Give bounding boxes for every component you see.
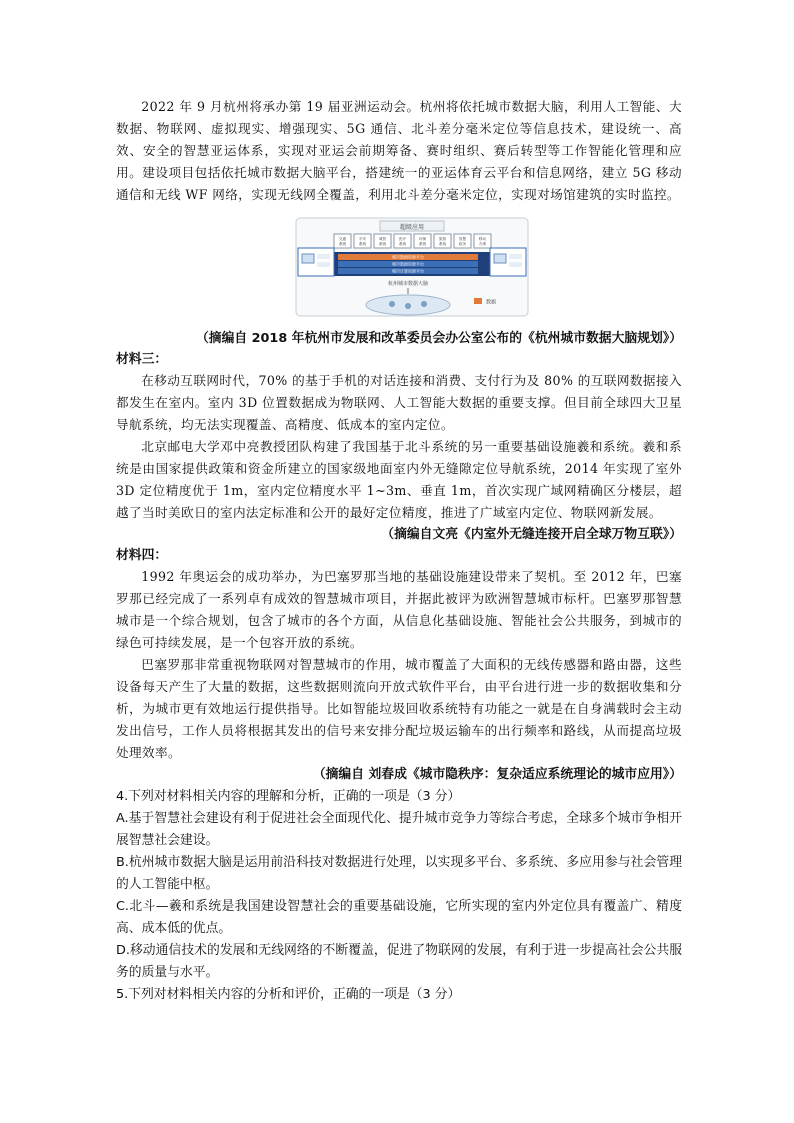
app-box-label: 移动: [478, 237, 487, 241]
question-4-option-c: C.北斗—羲和系统是我国建设智慧社会的重要基础设施，它所实现的室内外定位具有覆盖广、精度高、成本低的优点。: [116, 899, 682, 936]
right-device-icon: [494, 254, 506, 263]
app-box-label-2: 系统: [398, 242, 407, 246]
question-4-option-a: A.基于智慧社会建设有利于促进社会全面现代化、提升城市竞争力等综合考虑，全球多个城市争相开展智慧社会建设。: [116, 811, 682, 848]
app-box-label-2: 系统: [418, 242, 427, 246]
architecture-figure: [116, 214, 682, 322]
legend-label: 数据: [486, 299, 497, 306]
question-4-option-d: D.移动通信技术的发展和无线网络的不断覆盖，促进了物联网的发展，有利于进一步提高社会公共服务的质量与水平。: [116, 943, 682, 980]
source-2: （摘编自 2018 年杭州市发展和改革委员会办公室公布的《杭州城市数据大脑规划》）: [195, 331, 682, 346]
cloud-node-b: [405, 303, 411, 309]
material-3-paragraph-1: 在移动互联网时代，70% 的基于手机的对话连接和消费、支付行为及 80% 的互联网数据接入都发生在室内。室内 3D 位置数据成为物联网、人工智能大数据的重要支撑。但目前全球四大卫星导航系统，均无法实现覆盖、高精度、低成本的室内定位。: [116, 373, 682, 432]
left-device-icon: [302, 254, 314, 263]
app-box-label: 智慧: [458, 237, 467, 241]
legend-swatch: [474, 298, 482, 304]
platform-bar-label: 城市计算资源平台: [392, 268, 424, 274]
app-box-label-2: 政务: [458, 242, 467, 246]
material-3-paragraph-2: 北京邮电大学邓中亮教授团队构建了我国基于北斗系统的另一重要基础设施羲和系统。羲和系统是由国家提供政策和资金所建立的国家级地面室内外无缝隙定位导航系统，2014 年实现了室外 3D 定位精度优于 1m，室内定位精度水平 1~3m、垂直 1m，首次实现广域网精确区分楼层，超越了当时美欧日的室内法定标准和公开的最好定位精度，推进了广域室内定位、物联网新发展。: [116, 439, 682, 520]
question-5: 5.下列对材料相关内容的分析和评价，正确的一项是（3 分）: [116, 987, 461, 1002]
app-box-label: 交通: [338, 237, 347, 241]
material-4-source: （摘编自 刘春成《城市隐秩序：复杂适应系统理论的城市应用》）: [312, 767, 682, 782]
platform-bar-label: 城市数据资源平台: [392, 261, 424, 267]
app-box-label: 医疗: [398, 237, 407, 241]
top-label: 超级应用: [399, 224, 425, 231]
app-box-label: 平安: [358, 237, 367, 241]
app-box-label: 环保: [418, 237, 427, 241]
app-box-label-2: 系统: [378, 242, 387, 246]
material-4-paragraph-2: 巴塞罗那非常重视物联网对智慧城市的作用，城市覆盖了大面积的无线传感器和路由器，这些设备每天产生了大量的数据，这些数据则流向开放式软件平台，由平台进行进一步的数据收集和分析，为城市更有效地运行提供指导。比如智能垃圾回收系统特有功能之一就是在自身满载时会主动发出信号，工作人员将根据其发出的信号来安排分配垃圾运输车的出行频率和路线，从而提高垃圾处理效率。: [116, 657, 682, 760]
cloud-node-c: [421, 301, 427, 307]
cloud-node-a: [389, 301, 395, 307]
app-box-label: 城管: [378, 237, 387, 241]
left-device-text-b: [317, 262, 330, 267]
document-page: [116, 96, 682, 1006]
intro-paragraph: 2022 年 9 月杭州将承办第 19 届亚洲运动会。杭州将依托城市数据大脑，利用人工智能、大数据、物联网、虚拟现实、增强现实、5G 通信、北斗差分毫米定位等信息技术，建设统一、高效、安全的智慧亚运体系，实现对亚运会前期筹备、赛时组织、赛后转型等工作智能化管理和应用。建设项目包括依托城市数据大脑平台，搭建统一的亚运体育云平台和信息网络，建立 5G 移动通信和无线 WF 网络，实现无线网全覆盖，利用北斗差分毫米定位，实现对场馆建筑的实时监控。: [116, 99, 682, 202]
material-4-heading: 材料四：: [116, 548, 168, 563]
left-device-text-a: [317, 254, 330, 259]
material-4-paragraph-1: 1992 年奥运会的成功举办，为巴塞罗那当地的基础设施建设带来了契机。至 2012 年，巴塞罗那已经完成了一系列卓有成效的智慧城市项目，并据此被评为欧洲智慧城市标杆。巴塞罗那智慧城市是一个综合规划，包含了城市的各个方面，从信息化基础设施、智能社会公共服务，到城市的绿色可持续发展，是一个包容开放的系统。: [116, 569, 682, 650]
material-3-source: （摘编自文亮《内室外无缝连接开启全球万物互联》）: [381, 527, 682, 542]
app-box-label-2: 办事: [478, 242, 487, 246]
app-box-label: 旅游: [438, 237, 447, 241]
right-device-text-b: [509, 262, 522, 267]
question-4: 4.下列对材料相关内容的理解和分析，正确的一项是（3 分）: [116, 789, 461, 804]
platform-bars: [338, 254, 478, 274]
app-box-label-2: 系统: [338, 242, 347, 246]
app-box-label-2: 系统: [438, 242, 447, 246]
material-3-heading: 材料三：: [116, 352, 168, 367]
architecture-diagram: [116, 214, 682, 322]
question-4-option-b: B.杭州城市数据大脑是运用前沿科技对数据进行处理，以实现多平台、多系统、多应用参与社会管理的人工智能中枢。: [116, 855, 682, 892]
right-device-text-a: [509, 254, 522, 259]
platform-bar-label: 城市数据资源平台: [392, 254, 424, 260]
app-box-label-2: 系统: [358, 242, 367, 246]
brain-label: 杭州城市数据大脑: [387, 281, 429, 287]
